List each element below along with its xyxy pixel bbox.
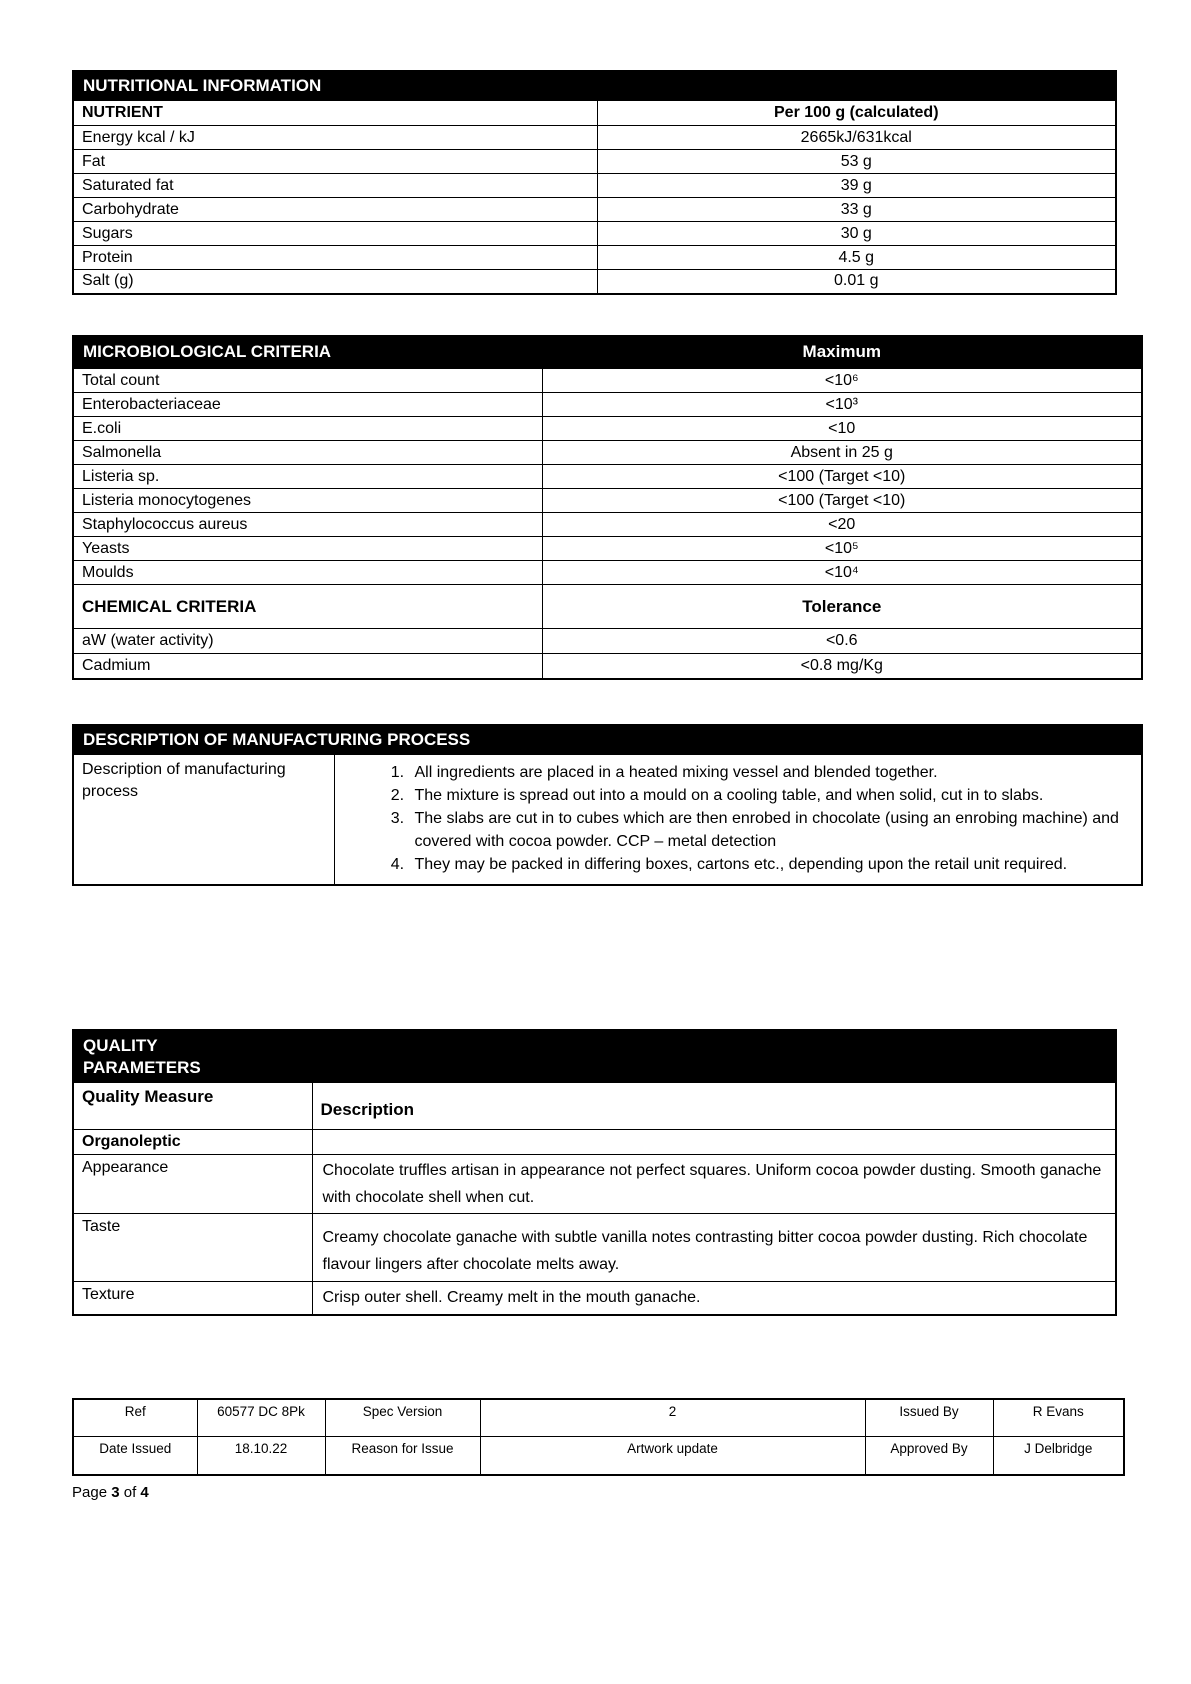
chemical-limit: <0.8 mg/Kg xyxy=(542,654,1142,679)
table-row xyxy=(73,1154,1116,1213)
page-prefix: Page xyxy=(72,1483,108,1501)
table-row xyxy=(73,1282,1116,1315)
table-row xyxy=(73,1214,1116,1282)
nutrient-name: Saturated fat xyxy=(73,174,597,198)
table-row xyxy=(73,561,1142,585)
nutrient-value: 30 g xyxy=(597,222,1116,246)
microbiological-criteria-table xyxy=(72,335,1143,680)
chemical-criterion: aW (water activity) xyxy=(73,629,542,654)
organoleptic-section-spacer xyxy=(312,1129,1116,1154)
reason-for-issue-value: Artwork update xyxy=(480,1437,865,1475)
spec-version-label: Spec Version xyxy=(325,1399,480,1437)
nutrient-name: Salt (g) xyxy=(73,270,597,294)
nutrient-name: Sugars xyxy=(73,222,597,246)
nutrient-value: 0.01 g xyxy=(597,270,1116,294)
table-row xyxy=(73,198,1116,222)
quality-col2-header: Description xyxy=(312,1082,1116,1129)
manufacturing-steps-list xyxy=(343,761,1134,877)
nutrient-value: 4.5 g xyxy=(597,246,1116,270)
chemical-criteria-header-row xyxy=(73,585,1142,629)
quality-description: Creamy chocolate ganache with subtle vanilla notes contrasting bitter cocoa powder dusting. Rich chocolate flavour lingers after chocolate melts away. xyxy=(312,1214,1116,1282)
micro-criterion: Salmonella xyxy=(73,441,542,465)
table-row xyxy=(73,150,1116,174)
quality-description: Crisp outer shell. Creamy melt in the mouth ganache. xyxy=(312,1282,1116,1315)
reason-for-issue-label: Reason for Issue xyxy=(325,1437,480,1475)
micro-criterion: Listeria monocytogenes xyxy=(73,489,542,513)
nutrient-value: 2665kJ/631kcal xyxy=(597,126,1116,150)
issued-by-value: R Evans xyxy=(993,1399,1124,1437)
date-issued-label: Date Issued xyxy=(73,1437,197,1475)
micro-criterion: Yeasts xyxy=(73,537,542,561)
date-issued-value: 18.10.22 xyxy=(197,1437,325,1475)
micro-col2-header: Maximum xyxy=(542,336,1142,369)
table-row xyxy=(73,629,1142,654)
nutrient-value: 33 g xyxy=(597,198,1116,222)
quality-column-header-row xyxy=(73,1082,1116,1129)
table-row xyxy=(73,417,1142,441)
page-number-label xyxy=(72,1484,1191,1501)
table-row xyxy=(73,537,1142,561)
table-row xyxy=(73,489,1142,513)
spec-version-value: 2 xyxy=(480,1399,865,1437)
manufacturing-row-label: Description of manufacturing process xyxy=(73,754,334,885)
approved-by-value: J Delbridge xyxy=(993,1437,1124,1475)
table-row xyxy=(73,222,1116,246)
micro-table-title: MICROBIOLOGICAL CRITERIA xyxy=(73,336,542,369)
table-row xyxy=(73,754,1142,885)
quality-table-title xyxy=(73,1030,312,1082)
manufacturing-step: 2. The mixture is spread out into a mould on a cooling table, and when solid, cut in to slabs. xyxy=(409,784,1134,807)
table-row xyxy=(73,465,1142,489)
micro-limit: <10⁶ xyxy=(542,369,1142,393)
document-control-table xyxy=(72,1398,1125,1476)
micro-criterion: E.coli xyxy=(73,417,542,441)
table-row xyxy=(73,654,1142,679)
table-row xyxy=(73,441,1142,465)
quality-measure: Taste xyxy=(73,1214,312,1282)
table-row xyxy=(73,1437,1124,1475)
page-total: 4 xyxy=(140,1483,149,1501)
micro-limit: <20 xyxy=(542,513,1142,537)
nutrient-name: Energy kcal / kJ xyxy=(73,126,597,150)
micro-criterion: Enterobacteriaceae xyxy=(73,393,542,417)
nutrient-name: Protein xyxy=(73,246,597,270)
page-number: 3 xyxy=(111,1483,120,1501)
quality-header-spacer xyxy=(312,1030,1116,1082)
manufacturing-steps-cell xyxy=(334,754,1142,885)
micro-criterion: Moulds xyxy=(73,561,542,585)
micro-limit: <10 xyxy=(542,417,1142,441)
chemical-criterion: Cadmium xyxy=(73,654,542,679)
quality-parameters-table xyxy=(72,1029,1117,1315)
quality-description: Chocolate truffles artisan in appearance not perfect squares. Uniform cocoa powder dusting. Smooth ganache with chocolate shell when cut. xyxy=(312,1154,1116,1213)
nutrient-value: 39 g xyxy=(597,174,1116,198)
micro-limit: <10³ xyxy=(542,393,1142,417)
organoleptic-section-title: Organoleptic xyxy=(73,1129,312,1154)
page-of-label: of xyxy=(123,1483,137,1501)
table-row xyxy=(73,126,1116,150)
micro-criterion: Total count xyxy=(73,369,542,393)
micro-criterion: Staphylococcus aureus xyxy=(73,513,542,537)
micro-limit: <100 (Target <10) xyxy=(542,465,1142,489)
manufacturing-step: 3. The slabs are cut in to cubes which are then enrobed in chocolate (using an enrobing machine) and covered with cocoa powder. CCP – metal detection xyxy=(409,807,1134,853)
nutrient-name: Carbohydrate xyxy=(73,198,597,222)
nutrient-value: 53 g xyxy=(597,150,1116,174)
issued-by-label: Issued By xyxy=(865,1399,993,1437)
table-row xyxy=(73,393,1142,417)
chemical-col2-header: Tolerance xyxy=(542,585,1142,629)
quality-measure: Texture xyxy=(73,1282,312,1315)
ref-value: 60577 DC 8Pk xyxy=(197,1399,325,1437)
micro-limit: <10⁵ xyxy=(542,537,1142,561)
table-row xyxy=(73,1399,1124,1437)
nutrition-col2-header: Per 100 g (calculated) xyxy=(597,101,1116,126)
manufacturing-step: 1. All ingredients are placed in a heated mixing vessel and blended together. xyxy=(409,761,1134,784)
approved-by-label: Approved By xyxy=(865,1437,993,1475)
ref-label: Ref xyxy=(73,1399,197,1437)
table-row xyxy=(73,369,1142,393)
micro-limit: <10⁴ xyxy=(542,561,1142,585)
table-row xyxy=(73,174,1116,198)
micro-criterion: Listeria sp. xyxy=(73,465,542,489)
nutrition-col1-header: NUTRIENT xyxy=(73,101,597,126)
nutrition-table-title: NUTRITIONAL INFORMATION xyxy=(73,71,1116,101)
quality-table-title-text: QUALITY PARAMETERS xyxy=(83,1036,201,1077)
chemical-limit: <0.6 xyxy=(542,629,1142,654)
micro-limit: <100 (Target <10) xyxy=(542,489,1142,513)
table-row xyxy=(73,513,1142,537)
nutrient-name: Fat xyxy=(73,150,597,174)
micro-limit: Absent in 25 g xyxy=(542,441,1142,465)
chemical-section-title: CHEMICAL CRITERIA xyxy=(73,585,542,629)
quality-measure: Appearance xyxy=(73,1154,312,1213)
manufacturing-step: 4. They may be packed in differing boxes, cartons etc., depending upon the retail unit required. xyxy=(409,853,1134,876)
manufacturing-table-title: DESCRIPTION OF MANUFACTURING PROCESS xyxy=(73,725,1142,755)
manufacturing-process-table xyxy=(72,724,1143,887)
nutritional-information-table xyxy=(72,70,1117,295)
table-row xyxy=(73,270,1116,294)
table-row xyxy=(73,246,1116,270)
quality-col1-header: Quality Measure xyxy=(73,1082,312,1129)
organoleptic-section-row xyxy=(73,1129,1116,1154)
